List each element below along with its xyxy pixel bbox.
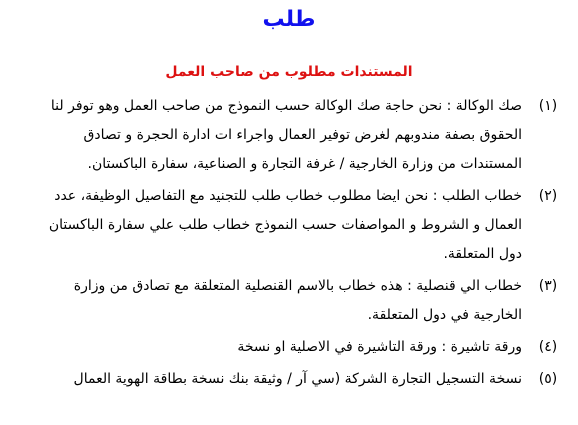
page-title: طلب (262, 7, 316, 32)
item-text (4, 333, 522, 362)
item-number: (٤) (538, 339, 558, 355)
item-line: صك الوكالة : نحن حاجة صك الوكالة حسب النموذج من صاحب العمل وهو توفر لنا (50, 98, 522, 114)
item-text (4, 182, 522, 269)
item-line: خطاب الطلب : نحن ايضا مطلوب خطاب طلب للتجنيد مع التفاصيل الوظيفة، عدد (54, 188, 522, 204)
item-line: ورقة تاشيرة : ورقة التاشيرة في الاصلية او نسخة (237, 339, 522, 355)
item-number: (٣) (538, 278, 558, 294)
item-line: العمال و الشروط و المواصفات حسب النموذج خطاب طلب علي سفارة الباكستان (48, 217, 522, 233)
item-line: دول المتعلقة. (443, 246, 522, 262)
item-line: المستندات من وزارة الخارجية / غرفة التجارة و الصناعية، سفارة الباكستان. (87, 156, 522, 172)
item-number: (٢) (538, 188, 558, 204)
list-item (0, 333, 578, 362)
list-item (0, 272, 578, 330)
item-text (4, 272, 522, 330)
item-line: الخارجية في دول المتعلقة. (367, 307, 522, 323)
list-item (0, 365, 578, 394)
list-item (0, 182, 578, 269)
item-number: (٥) (538, 371, 558, 387)
list-item (0, 92, 578, 179)
item-text (4, 92, 522, 179)
item-text (4, 365, 522, 394)
requirements-list (0, 92, 578, 397)
item-number: (١) (538, 98, 558, 114)
page-subtitle: المستندات مطلوب من صاحب العمل (165, 64, 413, 80)
item-line: خطاب الي قنصلية : هذه خطاب بالاسم القنصلية المتعلقة مع تصادق من وزارة (73, 278, 522, 294)
item-line: الحقوق بصفة مندوبهم لغرض توفير العمال واجراء ات ادارة الحجرة و تصادق (83, 127, 522, 143)
item-line: نسخة التسجيل التجارة الشركة (سي آر / وثيقة بنك نسخة بطاقة الهوية العمال (73, 371, 522, 387)
